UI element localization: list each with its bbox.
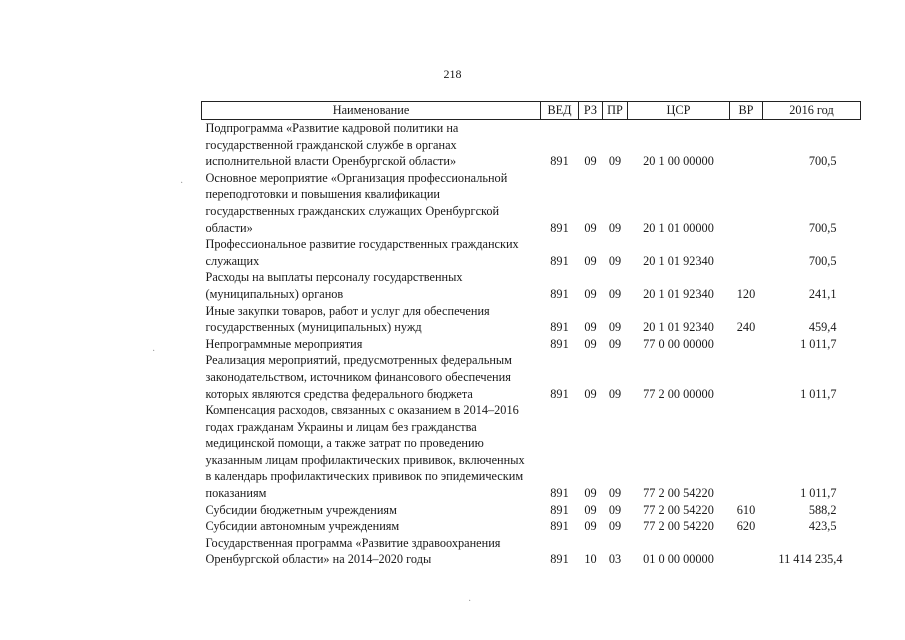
row-rz: 09	[584, 154, 597, 169]
row-name-line: в календарь профилактических прививок по эпидемическим	[205, 469, 524, 484]
row-name	[202, 535, 541, 568]
row-rz: 09	[584, 519, 597, 534]
row-name-line: Государственная программа «Развитие здравоохранения	[205, 535, 501, 550]
row-pr: 09	[608, 386, 622, 401]
row-name-line: (муниципальных) органов	[205, 286, 344, 301]
row-ved: 891	[550, 320, 569, 335]
row-name	[202, 120, 541, 170]
row-name	[202, 518, 541, 535]
row-csr: 20 1 01 00000	[643, 220, 714, 235]
row-name-line: исполнительной власти Оренбургской области»	[205, 154, 457, 169]
row-rz: 10	[584, 552, 597, 567]
row-csr: 77 2 00 54220	[643, 519, 714, 534]
row-name-line: Основное мероприятие «Организация профессиональной	[205, 170, 508, 185]
table-header-row	[202, 102, 861, 120]
row-pr: 09	[608, 220, 622, 235]
row-amount: 1 011,7	[800, 386, 837, 401]
row-amount: 241,1	[808, 286, 837, 301]
header-name: Наименование	[202, 102, 541, 120]
row-name	[202, 336, 541, 353]
row-csr: 20 1 01 92340	[643, 286, 714, 301]
row-pr: 09	[608, 336, 622, 351]
row-name	[202, 402, 541, 502]
row-rz: 09	[584, 253, 597, 268]
header-ved: ВЕД	[541, 102, 579, 120]
row-csr: 77 0 00 00000	[643, 336, 714, 351]
row-vr	[730, 402, 763, 502]
row-csr: 01 0 00 00000	[643, 552, 714, 567]
header-vr: ВР	[730, 102, 763, 120]
row-name-line: Субсидии автономным учреждениям	[205, 519, 400, 534]
row-name-line: Реализация мероприятий, предусмотренных федеральным	[205, 353, 512, 368]
row-ved: 891	[550, 220, 569, 235]
row-name-line: Иные закупки товаров, работ и услуг для обеспечения	[205, 303, 490, 318]
row-amount: 1 011,7	[800, 486, 837, 501]
scan-speck: ·	[468, 596, 472, 607]
table-row	[202, 402, 861, 502]
row-vr	[730, 535, 763, 568]
row-pr: 09	[608, 486, 622, 501]
row-vr	[730, 236, 763, 269]
row-ved: 891	[550, 519, 569, 534]
row-ved: 891	[550, 486, 569, 501]
row-pr: 09	[608, 154, 622, 169]
row-vr: 240	[736, 320, 756, 335]
row-name	[202, 303, 541, 336]
row-name-line: которых являются средства федерального бюджета	[205, 386, 473, 401]
row-vr	[730, 336, 763, 353]
row-name-line: законодательством, источником финансового обеспечения	[205, 369, 511, 384]
row-amount: 1 011,7	[800, 336, 837, 351]
page-number: 218	[443, 67, 462, 81]
row-name	[202, 269, 541, 302]
row-pr: 09	[608, 253, 622, 268]
row-name-line: Непрограммные мероприятия	[205, 336, 363, 351]
row-name-line: области»	[205, 220, 253, 235]
header-pr: ПР	[603, 102, 628, 120]
row-name-line: годах гражданам Украины и лицам без гражданства	[205, 419, 477, 434]
row-name-line: Компенсация расходов, связанных с оказанием в 2014–2016	[205, 403, 519, 418]
row-name-line: переподготовки и повышения квалификации	[205, 187, 441, 202]
row-rz: 09	[584, 320, 597, 335]
table-body	[202, 120, 861, 569]
row-name-line: Подпрограмма «Развитие кадровой политики на	[205, 121, 459, 135]
row-rz: 09	[584, 336, 597, 351]
row-name-line: показаниям	[205, 486, 267, 501]
row-amount: 459,4	[808, 320, 837, 335]
row-name-line: государственной гражданской службе в органах	[205, 137, 457, 152]
row-rz: 09	[584, 220, 597, 235]
row-amount: 700,5	[808, 220, 837, 235]
row-ved: 891	[550, 253, 569, 268]
row-vr	[730, 120, 763, 170]
row-rz: 09	[584, 502, 597, 517]
row-vr	[730, 170, 763, 236]
table-row	[202, 120, 861, 170]
row-ved: 891	[550, 502, 569, 517]
row-name	[202, 236, 541, 269]
row-amount: 700,5	[808, 154, 837, 169]
row-name-line: Оренбургской области» на 2014–2020 годы	[205, 552, 432, 567]
row-amount: 11 414 235,4	[778, 552, 843, 567]
table-row	[202, 535, 861, 568]
row-ved: 891	[550, 336, 569, 351]
row-vr	[730, 352, 763, 402]
scan-speck: ·	[180, 178, 184, 189]
table-row	[202, 502, 861, 519]
row-vr: 620	[736, 519, 756, 534]
row-csr: 20 1 01 92340	[643, 320, 714, 335]
row-vr: 610	[736, 502, 756, 517]
row-pr: 09	[608, 286, 622, 301]
row-ved: 891	[550, 386, 569, 401]
row-name-line: Расходы на выплаты персоналу государственных	[205, 270, 463, 285]
row-name	[202, 502, 541, 519]
row-name	[202, 170, 541, 236]
table-row	[202, 269, 861, 302]
row-csr: 20 1 00 00000	[643, 154, 714, 169]
row-pr: 09	[608, 519, 622, 534]
row-csr: 77 2 00 54220	[643, 502, 714, 517]
row-vr: 120	[736, 286, 756, 301]
table-row	[202, 336, 861, 353]
table-row	[202, 236, 861, 269]
row-name-line: Субсидии бюджетным учреждениям	[205, 502, 397, 517]
row-pr: 09	[608, 502, 622, 517]
row-csr: 20 1 01 92340	[643, 253, 714, 268]
header-rz: РЗ	[579, 102, 603, 120]
row-pr: 09	[608, 320, 622, 335]
row-amount: 588,2	[808, 502, 837, 517]
row-name-line: указанным лицам профилактических прививок, включенных	[205, 452, 525, 467]
header-year: 2016 год	[763, 102, 861, 120]
row-csr: 77 2 00 00000	[643, 386, 714, 401]
row-name	[202, 352, 541, 402]
row-ved: 891	[550, 286, 569, 301]
row-name-line: служащих	[205, 253, 260, 268]
table-row	[202, 303, 861, 336]
row-pr: 03	[608, 552, 622, 567]
row-csr: 77 2 00 54220	[643, 486, 714, 501]
scan-speck: ·	[152, 346, 156, 357]
row-amount: 423,5	[808, 519, 837, 534]
table-row	[202, 518, 861, 535]
budget-table	[201, 101, 861, 568]
row-rz: 09	[584, 486, 597, 501]
row-ved: 891	[550, 154, 569, 169]
row-name-line: Профессиональное развитие государственных гражданских	[205, 237, 519, 252]
row-rz: 09	[584, 386, 597, 401]
row-ved: 891	[550, 552, 569, 567]
row-amount: 700,5	[808, 253, 837, 268]
row-name-line: государственных (муниципальных) нужд	[205, 320, 422, 335]
row-name-line: медицинской помощи, а также затрат по проведению	[205, 436, 484, 451]
table-row	[202, 170, 861, 236]
table-row	[202, 352, 861, 402]
header-csr: ЦСР	[628, 102, 730, 120]
row-name-line: государственных гражданских служащих Оренбургской	[205, 203, 500, 218]
row-rz: 09	[584, 286, 597, 301]
